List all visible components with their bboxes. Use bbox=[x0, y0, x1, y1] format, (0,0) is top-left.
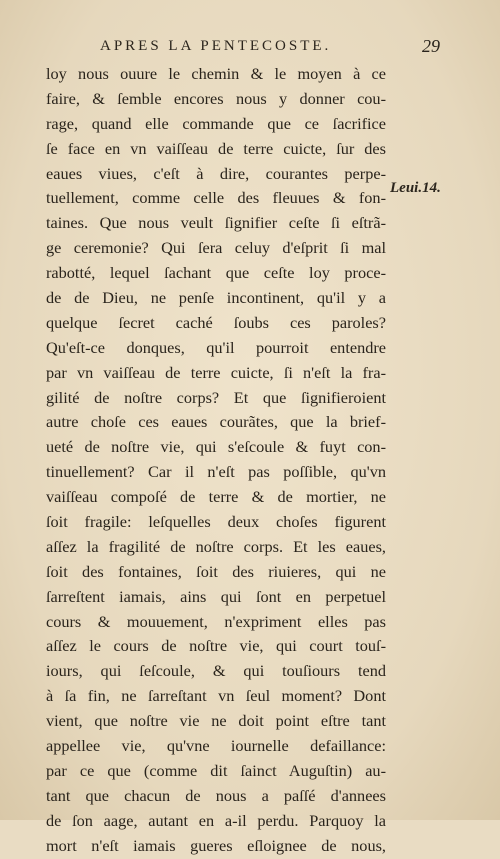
text-line: tuellement, comme celle des fleuues & fon- bbox=[46, 188, 386, 208]
text-line: taines. Que nous veult ſignifier ceſte ſi eſtrã- bbox=[46, 213, 386, 233]
text-line: tinuellement? Car il n'eſt pas poſſible, qu'vn bbox=[46, 462, 386, 482]
text-line: Qu'eſt-ce donques, qu'il pourroit entendre bbox=[46, 337, 386, 357]
text-line: ueté de noſtre vie, qui s'eſcoule & fuyt con- bbox=[46, 437, 386, 457]
text-line: ſoit des fontaines, ſoit des riuieres, qui ne bbox=[46, 561, 386, 581]
text-line: iours, qui ſeſcoule, & qui touſiours tend bbox=[46, 661, 386, 681]
text-line: aſſez le cours de noſtre vie, qui court touſ- bbox=[46, 636, 386, 656]
margin-note: Leui.14. bbox=[390, 180, 441, 196]
text-line: appellee vie, qu'vne iournelle defaillance: bbox=[46, 736, 386, 756]
text-line: tant que chacun de nous a paſſé d'annees bbox=[46, 785, 386, 805]
text-line: par vn vaiſſeau de terre cuicte, ſi n'eſt la fra- bbox=[46, 362, 386, 382]
text-line: ſe face en vn vaiſſeau de terre cuicte, ſur des bbox=[46, 138, 386, 158]
text-line: de de Dieu, ne penſe incontinent, qu'il y a bbox=[46, 288, 386, 308]
text-line: ge ceremonie? Qui ſera celuy d'eſprit ſi mal bbox=[46, 238, 386, 258]
text-line: faire, & ſemble encores nous y donner cou- bbox=[46, 88, 386, 108]
text-line: vient, que noſtre vie ne doit point eſtre tant bbox=[46, 711, 386, 731]
text-line: autre choſe ces eaues courãtes, que la brief- bbox=[46, 412, 386, 432]
text-line: quelque ſecret caché ſoubs ces paroles? bbox=[46, 312, 386, 332]
text-line: gilité de noſtre corps? Et que ſignifieroient bbox=[46, 387, 386, 407]
text-line: loy nous ouure le chemin & le moyen à ce bbox=[46, 64, 386, 83]
body-text bbox=[46, 62, 386, 859]
text-line: rage, quand elle commande que ce ſacrifice bbox=[46, 113, 386, 133]
text-line: vaiſſeau compoſé de terre & de mortier, ne bbox=[46, 487, 386, 507]
running-title: APRES LA PENTECOSTE. bbox=[100, 38, 332, 54]
text-line: à ſa fin, ne ſarreſtant vn ſeul moment? Dont bbox=[46, 686, 386, 706]
text-line: aſſez la fragilité de noſtre corps. Et les eaues, bbox=[46, 536, 386, 556]
text-line: de ſon aage, autant en a-il perdu. Parquoy la bbox=[46, 810, 386, 830]
text-line: eaues viues, c'eſt à dire, courantes perpe- bbox=[46, 163, 386, 183]
text-line: mort n'eſt iamais gueres eſloignee de nous, bbox=[46, 835, 386, 855]
text-line: cours & mouuement, n'expriment elles pas bbox=[46, 611, 386, 631]
text-line: rabotté, lequel ſachant que ceſte loy proce- bbox=[46, 263, 386, 283]
text-line: ſarreſtent iamais, ains qui ſont en perpetuel bbox=[46, 586, 386, 606]
page-header bbox=[100, 36, 440, 62]
text-line: ſoit fragile: leſquelles deux choſes figurent bbox=[46, 512, 386, 532]
page-number: 29 bbox=[422, 36, 440, 56]
text-line: par ce que (comme dit ſainct Auguſtin) au- bbox=[46, 760, 386, 780]
